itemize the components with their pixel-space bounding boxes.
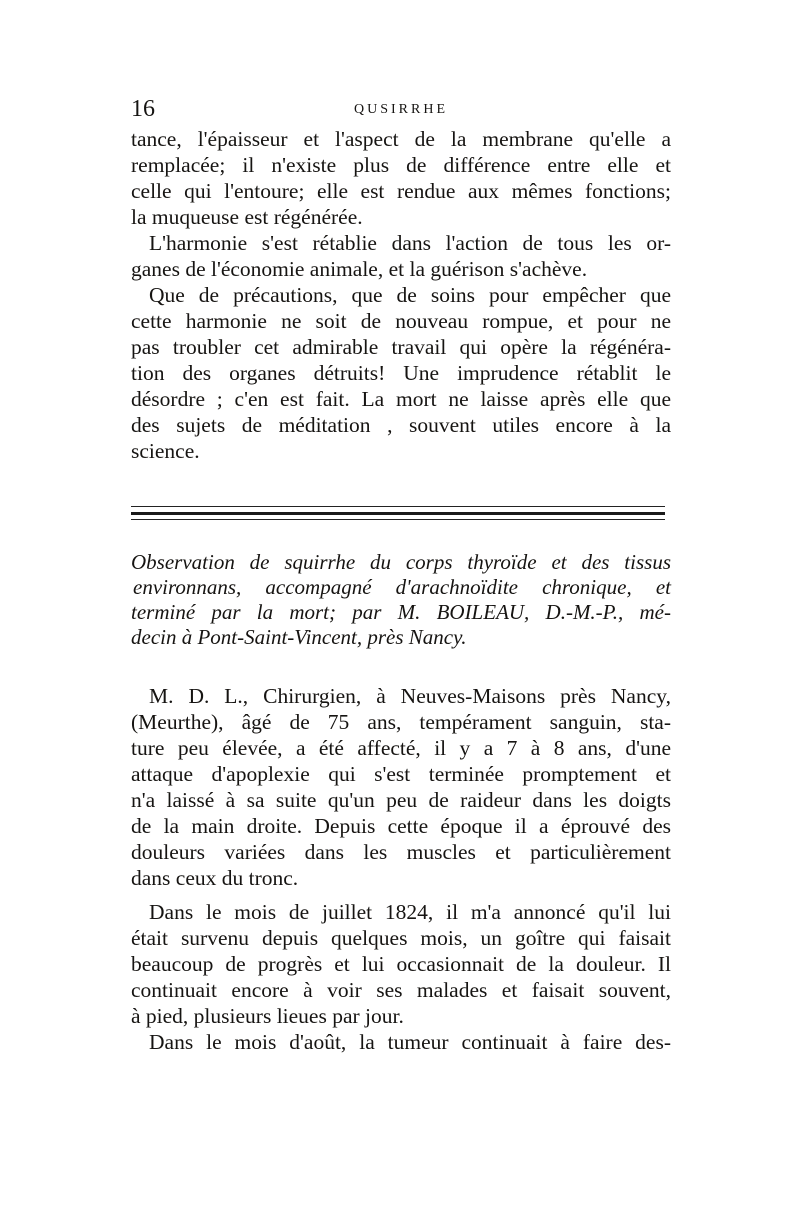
text-line: la muqueuse est régénérée. xyxy=(131,205,363,229)
title-line: environnans, accompagné d'arachnoïdite chronique, et xyxy=(133,575,671,599)
text-line: (Meurthe), âgé de 75 ans, tempérament sanguin, sta- xyxy=(131,710,671,734)
paragraph-3 xyxy=(131,282,671,464)
text-line: désordre ; c'en est fait. La mort ne laisse après elle que xyxy=(131,387,671,411)
paragraph-1 xyxy=(131,126,671,230)
text-line: pas troubler cet admirable travail qui opère la régénéra- xyxy=(131,335,671,359)
running-title: QUSIRRHE xyxy=(353,102,448,117)
paragraph-2 xyxy=(131,230,671,282)
text-line: tance, l'épaisseur et l'aspect de la membrane qu'elle a xyxy=(131,127,671,151)
text-line: continuait encore à voir ses malades et faisait souvent, xyxy=(131,978,671,1002)
text-line: Dans le mois de juillet 1824, il m'a annoncé qu'il lui xyxy=(149,900,671,924)
text-line: celle qui l'entoure; elle est rendue aux mêmes fonctions; xyxy=(131,179,671,203)
text-line: attaque d'apoplexie qui s'est terminée promptement et xyxy=(131,762,671,786)
observation-title xyxy=(131,550,671,650)
text-line: remplacée; il n'existe plus de différence entre elle et xyxy=(131,153,671,177)
text-line: L'harmonie s'est rétablie dans l'action de tous les or- xyxy=(149,231,671,255)
text-line: était survenu depuis quelques mois, un goître qui faisait xyxy=(131,926,671,950)
text-line: des sujets de méditation , souvent utiles encore à la xyxy=(131,413,671,437)
text-line: à pied, plusieurs lieues par jour. xyxy=(131,1004,404,1028)
text-line: cette harmonie ne soit de nouveau rompue, et pour ne xyxy=(131,309,671,333)
paragraph-6 xyxy=(131,1029,671,1055)
text-line: dans ceux du tronc. xyxy=(131,866,299,890)
section-divider-top xyxy=(131,506,665,507)
title-line: decin à Pont-Saint-Vincent, près Nancy. xyxy=(131,625,467,649)
paragraph-4 xyxy=(131,683,671,891)
title-line: Observation de squirrhe du corps thyroïde et des tissus xyxy=(131,550,671,574)
text-line: Que de précautions, que de soins pour empêcher que xyxy=(149,283,671,307)
title-line: terminé par la mort; par M. BOILEAU, D.-M.-P., mé- xyxy=(131,600,671,624)
text-line: douleurs variées dans les muscles et particulièrement xyxy=(131,840,671,864)
text-line: science. xyxy=(131,439,200,463)
page-number: 16 xyxy=(131,96,155,122)
text-line: Dans le mois d'août, la tumeur continuait à faire des- xyxy=(149,1030,671,1054)
paragraph-5 xyxy=(131,899,671,1029)
text-line: M. D. L., Chirurgien, à Neuves-Maisons près Nancy, xyxy=(149,684,671,708)
text-line: n'a laissé à sa suite qu'un peu de raideur dans les doigts xyxy=(131,788,671,812)
section-divider-bottom xyxy=(131,519,665,520)
text-line: ganes de l'économie animale, et la guérison s'achève. xyxy=(131,257,588,281)
text-line: de la main droite. Depuis cette époque il a éprouvé des xyxy=(131,814,671,838)
text-line: tion des organes détruits! Une imprudence rétablit le xyxy=(131,361,671,385)
section-divider-middle xyxy=(131,512,665,515)
text-line: beaucoup de progrès et lui occasionnait de la douleur. Il xyxy=(131,952,671,976)
text-line: ture peu élevée, a été affecté, il y a 7 à 8 ans, d'une xyxy=(131,736,671,760)
page-header xyxy=(131,96,671,124)
